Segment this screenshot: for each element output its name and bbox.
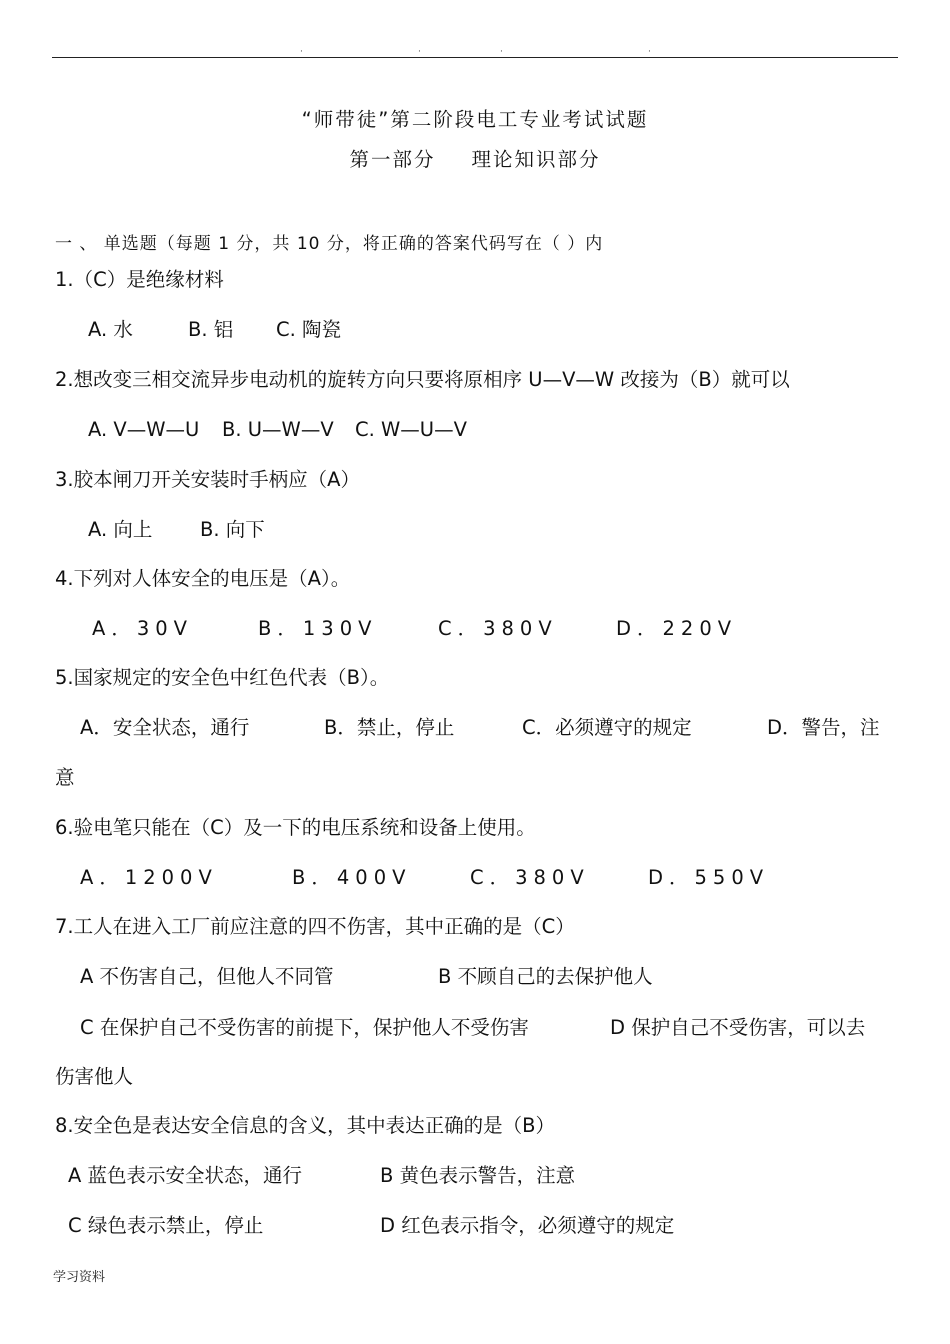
- option: B．130V: [258, 617, 378, 640]
- option: C 在保护自己不受伤害的前提下，保护他人不受伤害: [80, 1016, 529, 1039]
- header-rule: [52, 57, 898, 58]
- option: B．400V: [292, 866, 412, 889]
- section-heading: 一 、 单选题（每题 1 分，共 10 分，将正确的答案代码写在（ ）内: [55, 234, 604, 254]
- option: A 蓝色表示安全状态，通行: [68, 1164, 303, 1187]
- option: D．220V: [616, 617, 738, 640]
- question-3: 3.胶本闸刀开关安装时手柄应（A）: [55, 468, 360, 491]
- question-7: 7.工人在进入工厂前应注意的四不伤害，其中正确的是（C）: [55, 915, 575, 938]
- question-2: 2.想改变三相交流异步电动机的旋转方向只要将原相序 U—V—W 改接为（B）就可以: [55, 368, 790, 391]
- page-subtitle: [0, 148, 950, 172]
- page-title: “师带徒”第二阶段电工专业考试试题: [301, 108, 649, 131]
- option: C．380V: [470, 866, 590, 889]
- question-1: 1.（C）是绝缘材料: [55, 268, 224, 291]
- page-footer: 学习资料: [53, 1270, 106, 1285]
- option: C 绿色表示禁止，停止: [68, 1214, 264, 1237]
- subtitle-part: 第一部分: [349, 148, 436, 171]
- question-5: 5.国家规定的安全色中红色代表（B）。: [55, 666, 390, 689]
- option: D．警告，注: [767, 716, 880, 739]
- option: B．禁止，停止: [324, 716, 455, 739]
- option: A. V—W—U: [88, 418, 200, 441]
- question-6: 6.验电笔只能在（C）及一下的电压系统和设备上使用。: [55, 816, 536, 839]
- option: A 不伤害自己，但他人不同管: [80, 965, 334, 988]
- option-continuation: 伤害他人: [55, 1065, 134, 1088]
- option: D 保护自己不受伤害，可以去: [610, 1016, 866, 1039]
- option: C. W—U—V: [355, 418, 467, 441]
- option: B 不顾自己的去保护他人: [438, 965, 653, 988]
- option: A. 水: [88, 318, 133, 341]
- option: A. 向上: [88, 518, 153, 541]
- option: A．1200V: [80, 866, 218, 889]
- option: B. 向下: [200, 518, 265, 541]
- option: C. 陶瓷: [276, 318, 342, 341]
- header-dot: ·: [300, 47, 303, 57]
- question-4: 4.下列对人体安全的电压是（A）。: [55, 567, 351, 590]
- header-dot: ·: [500, 47, 503, 57]
- option: B. 铝: [188, 318, 234, 341]
- option: B 黄色表示警告，注意: [380, 1164, 576, 1187]
- question-8: 8.安全色是表达安全信息的含义，其中表达正确的是（B）: [55, 1114, 555, 1137]
- option: D 红色表示指令，必须遵守的规定: [380, 1214, 675, 1237]
- option: B. U—W—V: [222, 418, 334, 441]
- option: C．必须遵守的规定: [522, 716, 692, 739]
- option: A．30V: [92, 617, 193, 640]
- option-continuation: 意: [55, 766, 75, 789]
- header-dot: ·: [648, 47, 651, 57]
- option: A．安全状态，通行: [80, 716, 250, 739]
- header-dot: ·: [418, 47, 421, 57]
- option: C．380V: [438, 617, 558, 640]
- option: D．550V: [648, 866, 770, 889]
- subtitle-name: 理论知识部分: [471, 148, 601, 171]
